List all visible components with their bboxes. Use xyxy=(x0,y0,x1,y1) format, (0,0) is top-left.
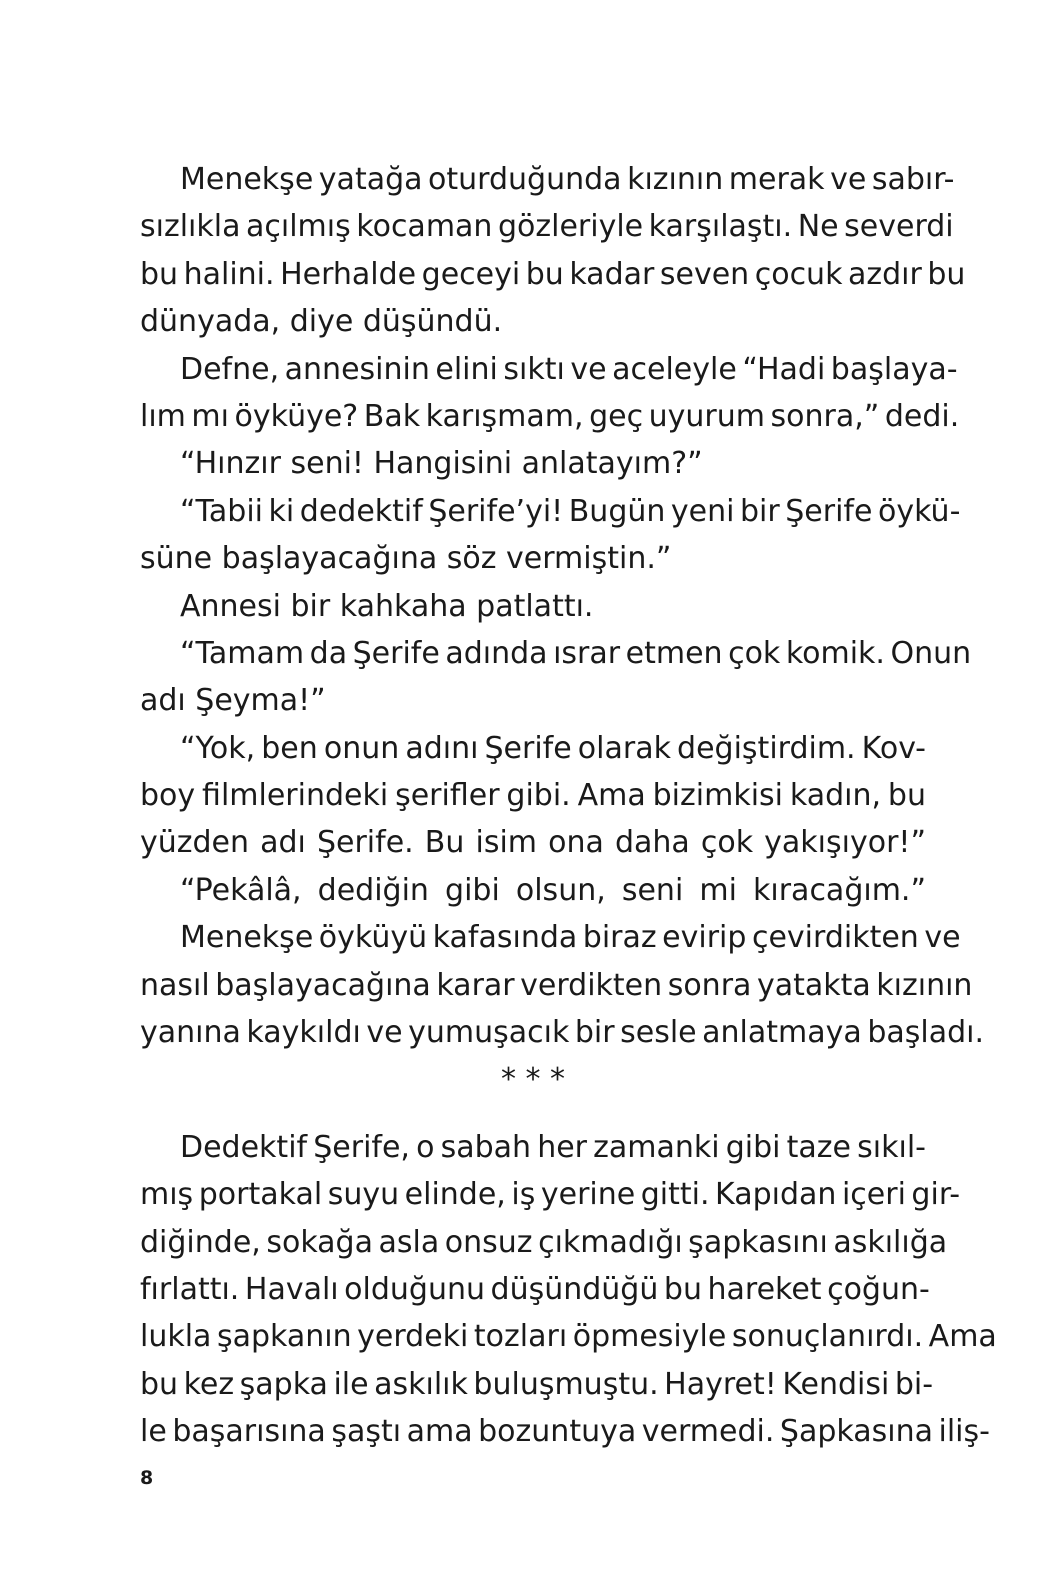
text-line: diğinde, sokağa asla onsuz çıkmadığı şapkasını askılığa xyxy=(140,1224,948,1260)
text-line: bu halini. Herhalde geceyi bu kadar seven çocuk azdır bu xyxy=(140,256,966,292)
text-line: Defne, annesinin elini sıktı ve aceleyle “Hadi başlaya- xyxy=(180,351,958,387)
text-line: adı Şeyma!” xyxy=(140,683,326,719)
text-line: yüzden adı Şerife. Bu isim ona daha çok yakışıyor!” xyxy=(140,825,926,861)
text-line: Annesi bir kahkaha patlattı. xyxy=(180,588,594,624)
text-line: “Hınzır seni! Hangisini anlatayım?” xyxy=(180,446,703,482)
text-line: “Pekâlâ, dediğin gibi olsun, seni mi kıracağım.” xyxy=(180,872,926,908)
text-line: Menekşe öyküyü kafasında biraz evirip çevirdikten ve xyxy=(180,920,961,956)
text-line: dünyada, diye düşündü. xyxy=(140,304,503,340)
text-line: “Yok, ben onun adını Şerife olarak değiştirdim. Kov- xyxy=(180,730,926,766)
page-number: 8 xyxy=(140,1467,154,1489)
text-line: nasıl başlayacağına karar verdikten sonra yatakta kızının xyxy=(140,967,973,1003)
text-line: lukla şapkanın yerdeki tozları öpmesiyle sonuçlanırdı. Ama xyxy=(140,1319,997,1355)
text-line: “Tamam da Şerife adında ısrar etmen çok komik. Onun xyxy=(180,635,972,671)
text-line: boy filmlerindeki şerifler gibi. Ama bizimkisi kadın, bu xyxy=(140,778,926,814)
text-line: le başarısına şaştı ama bozuntuya vermedi. Şapkasına iliş- xyxy=(140,1414,990,1450)
text-line: Menekşe yatağa oturduğunda kızının merak ve sabır- xyxy=(180,162,955,197)
text-line: Dedektif Şerife, o sabah her zamanki gibi taze sıkıl- xyxy=(180,1129,926,1165)
text-line: süne başlayacağına söz vermiştin.” xyxy=(140,541,672,577)
text-line: lım mı öyküye? Bak karışmam, geç uyurum sonra,” dedi. xyxy=(140,398,960,434)
section-separator: * * * xyxy=(500,1062,566,1098)
text-line: “Tabii ki dedektif Şerife’yi! Bugün yeni bir Şerife öykü- xyxy=(180,493,961,529)
text-line: yanına kaykıldı ve yumuşacık bir sesle anlatmaya başladı. xyxy=(140,1015,985,1051)
text-line: fırlattı. Havalı olduğunu düşündüğü bu hareket çoğun- xyxy=(140,1271,930,1307)
text-line: mış portakal suyu elinde, iş yerine gitti. Kapıdan içeri gir- xyxy=(140,1177,961,1213)
text-line: bu kez şapka ile askılık buluşmuştu. Hayret! Kendisi bi- xyxy=(140,1366,934,1402)
text-line: sızlıkla açılmış kocaman gözleriyle karşılaştı. Ne severdi xyxy=(140,209,954,245)
body-text xyxy=(140,156,997,1456)
